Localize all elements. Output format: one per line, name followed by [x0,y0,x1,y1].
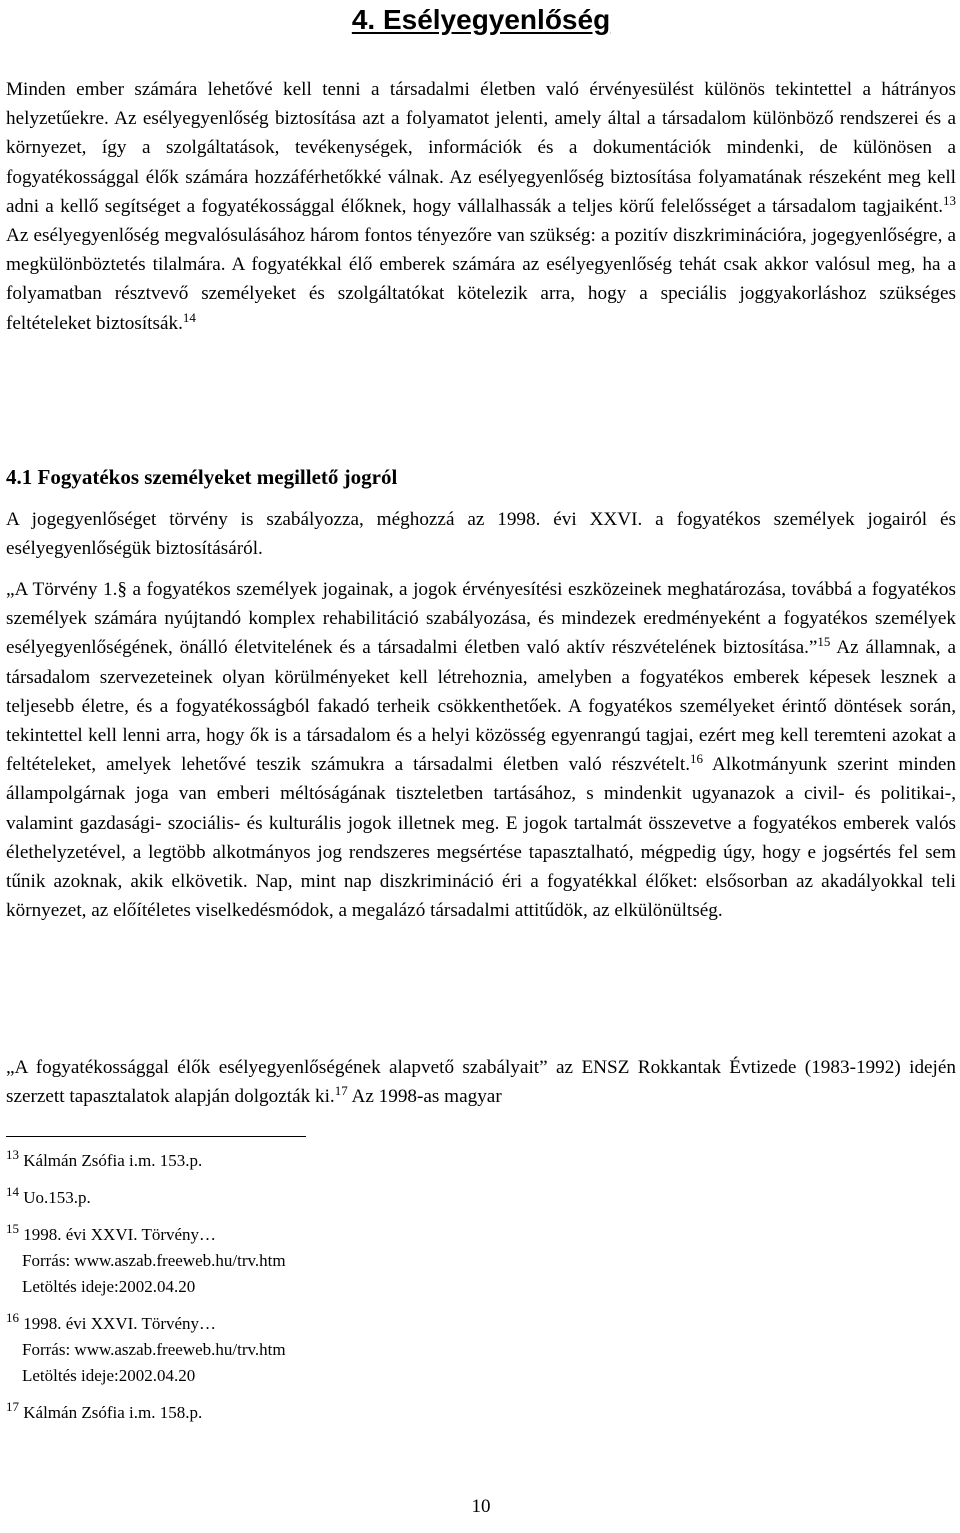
footnote-number: 13 [6,1147,19,1162]
footnote-source: Forrás: www.aszab.freeweb.hu/trv.htm [22,1340,286,1359]
section-heading: 4.1 Fogyatékos személyeket megillető jogról [6,465,398,489]
footnote-16 [6,1311,606,1389]
footnote-number: 15 [6,1221,19,1236]
footnote-text: Uo.153.p. [23,1188,91,1207]
footnote-number: 14 [6,1184,19,1199]
footnote-download-date: Letöltés ideje:2002.04.20 [22,1277,196,1296]
footnote-download-date: Letöltés ideje:2002.04.20 [22,1366,196,1385]
paragraph-quote-text-b: Az államnak, a társadalom szervezeteinek olyan körülményeket kell létrehoznia, amelyben a fogyatékos emberek képesek lesznek a teljesebb életre, és a fogyatékosságból fakadó terheik csökkenthetőek. A fogyatékos személyeket érintő döntések során, tekintettel kell lenni arra, hogy ők is a társadalom és a helyi közösség egyenrangú tagjai, ezért meg kell teremteni azokat a feltételeket, amelyek lehetővé teszik számukra a társadalmi életben való részvételt. [6,637,957,776]
footnote-number: 16 [6,1310,19,1325]
paragraph-quote-text-c: Alkotmányunk szerint minden állampolgárnak joga van emberi méltóságának tiszteletben tartásához, s mindenkit ugyanazok a civil- és politikai-, valamint gazdasági- szociális- és kulturális jogok illetnek meg. E jogok tartalmát összevetve a fogyatékos emberek valós élethelyzetével, a legtöbb alkotmányos jog rendszeres megsértése tapasztalható, mégpedig úgy, hogy e jogsértés fel sem tűnik azoknak, akik elkövetik. Nap, mint nap diszkrimináció éri a fogyatékkal élőket: elsősorban az akadályokkal teli környezet, az előítéletes viselkedésmódok, a megalázó társadalmi attitűdök, az elkülönültség. [6,754,956,922]
paragraph-intro-text-a: Minden ember számára lehetővé kell tenni a társadalmi életben való érvényesülést különös tekintettel a hátrányos helyzetűekre. Az esélyegyenlőség biztosítása azt a folyamatot jelenti, amely által a társadalom különböző rendszerei és a környezet, így a szolgáltatások, tevékenységek, információk és a dokumentációk mindenki, de különösen a fogyatékossággal élők számára hozzáférhetőkké válnak. Az esélyegyenlőség biztosítása folyamatának részeként meg kell adni a kellő segítséget a fogyatékossággal élőknek, hogy vállalhassák a teljes körű felelősséget a társadalom tagjaiként. [6,79,956,217]
paragraph-un [6,1053,956,1111]
paragraph-intro-text-b: Az esélyegyenlőség megvalósulásához három fontos tényezőre van szükség: a pozitív diszkriminációra, jogegyenlőségre, a megkülönböztetés tilalmára. A fogyatékkal élő emberek számára az esélyegyenlőség tehát csak akkor valósul meg, ha a folyamatban résztvevő személyeket és szolgáltatókat kötelezik arra, hogy a speciális joggyakorláshoz szükséges feltételeket biztosítsák. [6,225,956,334]
paragraph-un-text-b: Az 1998-as magyar [347,1086,502,1108]
footnote-source: Forrás: www.aszab.freeweb.hu/trv.htm [22,1251,286,1270]
footnote-text: 1998. évi XXVI. Törvény… [23,1225,217,1244]
page-number: 10 [471,1496,491,1517]
paragraph-quote-text-a: „A Törvény 1.§ a fogyatékos személyek jogainak, a jogok érvényesítési eszközeinek meghatározása, továbbá a fogyatékos személyek számára nyújtandó komplex rehabilitáció szabályozása, és mindezek eredményeként a fogyatékos személyek esélyegyenlőségének, önálló életvitelének és a társadalmi életben való aktív részvételének biztosítása.” [6,579,956,659]
paragraph-un-text-a: „A fogyatékossággal élők esélyegyenlőségének alapvető szabályait” az ENSZ Rokkantak Évtizede (1983-1992) idején szerzett tapasztalatok alapján dolgozták ki. [6,1057,956,1108]
footnote-text: Kálmán Zsófia i.m. 153.p. [23,1151,203,1170]
footnotes [6,1148,606,1437]
footnote-ref-14: 14 [182,309,196,325]
footnote-ref-16: 16 [690,751,704,767]
footnote-15 [6,1222,606,1300]
footnote-separator [6,1136,306,1137]
footnote-17 [6,1400,606,1426]
paragraph-intro [6,75,956,338]
footnote-ref-17: 17 [334,1083,348,1099]
paragraph-quote [6,575,956,925]
footnote-14 [6,1185,606,1211]
chapter-title: 4. Esélyegyenlőség [351,4,611,35]
footnote-text: Kálmán Zsófia i.m. 158.p. [23,1403,203,1422]
paragraph-law: A jogegyenlőséget törvény is szabályozza, méghozzá az 1998. évi XXVI. a fogyatékos személyek jogairól és esélyegyenlőségük biztosításáról. [6,509,956,560]
footnote-13 [6,1148,606,1174]
footnote-text: 1998. évi XXVI. Törvény… [23,1314,217,1333]
footnote-ref-13: 13 [943,192,956,208]
footnote-number: 17 [6,1399,19,1414]
footnote-ref-15: 15 [817,634,831,650]
